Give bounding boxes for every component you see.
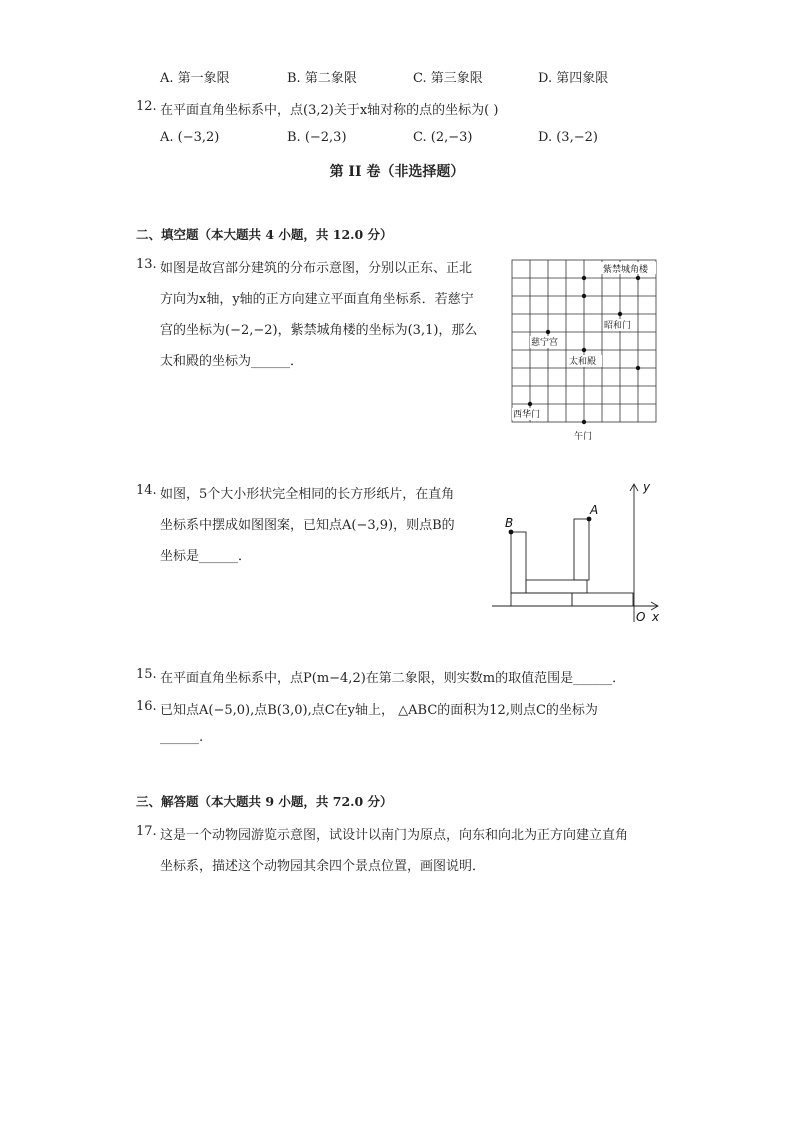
q15-text: 在平面直角坐标系中，点P(m−4,2)在第二象限，则实数m的取值范围是______．: [160, 671, 626, 686]
label-a: A: [590, 503, 599, 517]
q17-line-1: 这是一个动物园游览示意图，试设计以南门为原点，向东和向北为正方向建立直角: [160, 828, 629, 843]
q13-line-1: 如图是故宫部分建筑的分布示意图，分别以正东、正北: [160, 261, 473, 276]
q11-option-c: C. 第三象限: [413, 71, 483, 86]
label-o: O: [636, 610, 646, 624]
q17-number: 17.: [136, 824, 157, 839]
q14-line-2: 坐标系中摆成如图图案，已知点A(−3,9)，则点B的: [160, 518, 455, 533]
rect-bottom-right: [572, 593, 633, 606]
q17-line-2: 坐标系，描述这个动物园其余四个景点位置，画图说明．: [160, 859, 486, 874]
point-b: [509, 530, 514, 535]
section3-title: 三、解答题（本大题共 9 小题，共 72.0 分）: [136, 794, 393, 809]
point-top-1: [582, 276, 586, 280]
label-b: B: [505, 516, 514, 530]
q11-option-a: A. 第一象限: [160, 71, 230, 86]
rect-bottom-left: [511, 593, 572, 606]
q16-line-2: ______.: [160, 730, 204, 745]
q12-option-d: D. (3,−2): [538, 130, 598, 145]
wumen-label: 午门: [574, 432, 593, 442]
q16-line-1: 已知点A(−5,0),点B(3,0),点C在y轴上， △ABC的面积为12,则点C的坐标为: [160, 703, 598, 718]
q14-number: 14.: [136, 483, 157, 498]
section2-title: 二、填空题（本大题共 4 小题，共 12.0 分）: [136, 227, 393, 242]
zhaohemen-label: 昭和门: [604, 321, 632, 331]
q14-rectangles-figure: [488, 476, 668, 628]
q13-palace-map: [500, 250, 675, 445]
q12-option-b: B. (−2,3): [287, 130, 347, 145]
q13-number: 13.: [136, 257, 157, 272]
q14-line-3: 坐标是______．: [160, 549, 252, 564]
label-y: y: [643, 480, 651, 494]
xihuamen-label: 西华门: [513, 410, 541, 420]
point-a: [587, 517, 592, 522]
cininggong-point: [546, 330, 550, 334]
label-x: x: [652, 610, 660, 624]
q14-line-1: 如图，5个大小形状完全相同的长方形纸片，在直角: [160, 487, 455, 502]
q13-line-2: 方向为x轴，y轴的正方向建立平面直角坐标系．若慈宁: [160, 292, 474, 307]
q12-number: 12.: [136, 99, 157, 114]
xihuamen-point: [528, 402, 532, 406]
q13-line-3: 宫的坐标为(−2,−2)，紫禁城角楼的坐标为(3,1)，那么: [160, 323, 478, 338]
q11-option-b: B. 第二象限: [287, 71, 357, 86]
point-top-2: [582, 294, 586, 298]
point-right: [636, 366, 640, 370]
zhaohemen-point: [618, 312, 622, 316]
q12-stem: 在平面直角坐标系中，点(3,2)关于x轴对称的点的坐标为( ): [160, 103, 499, 118]
wumen-point: [582, 420, 586, 424]
part2-title: 第 II 卷（非选择题）: [329, 164, 465, 180]
taihedian-label: 太和殿: [569, 357, 597, 367]
q11-option-d: D. 第四象限: [538, 71, 609, 86]
rect-middle: [526, 580, 587, 593]
q16-number: 16.: [136, 699, 157, 714]
taihedian-point: [582, 348, 586, 352]
q15-number: 15.: [136, 667, 157, 682]
rect-left-vertical: [511, 532, 526, 593]
cininggong-label: 慈宁宫: [531, 338, 559, 348]
jiaolou-point: [636, 276, 640, 280]
jiaolou-label: 紫禁城角楼: [603, 265, 649, 275]
q12-option-a: A. (−3,2): [160, 130, 220, 145]
q13-line-4: 太和殿的坐标为______．: [160, 354, 304, 369]
q12-option-c: C. (2,−3): [413, 130, 473, 145]
rect-right-vertical: [574, 519, 589, 580]
